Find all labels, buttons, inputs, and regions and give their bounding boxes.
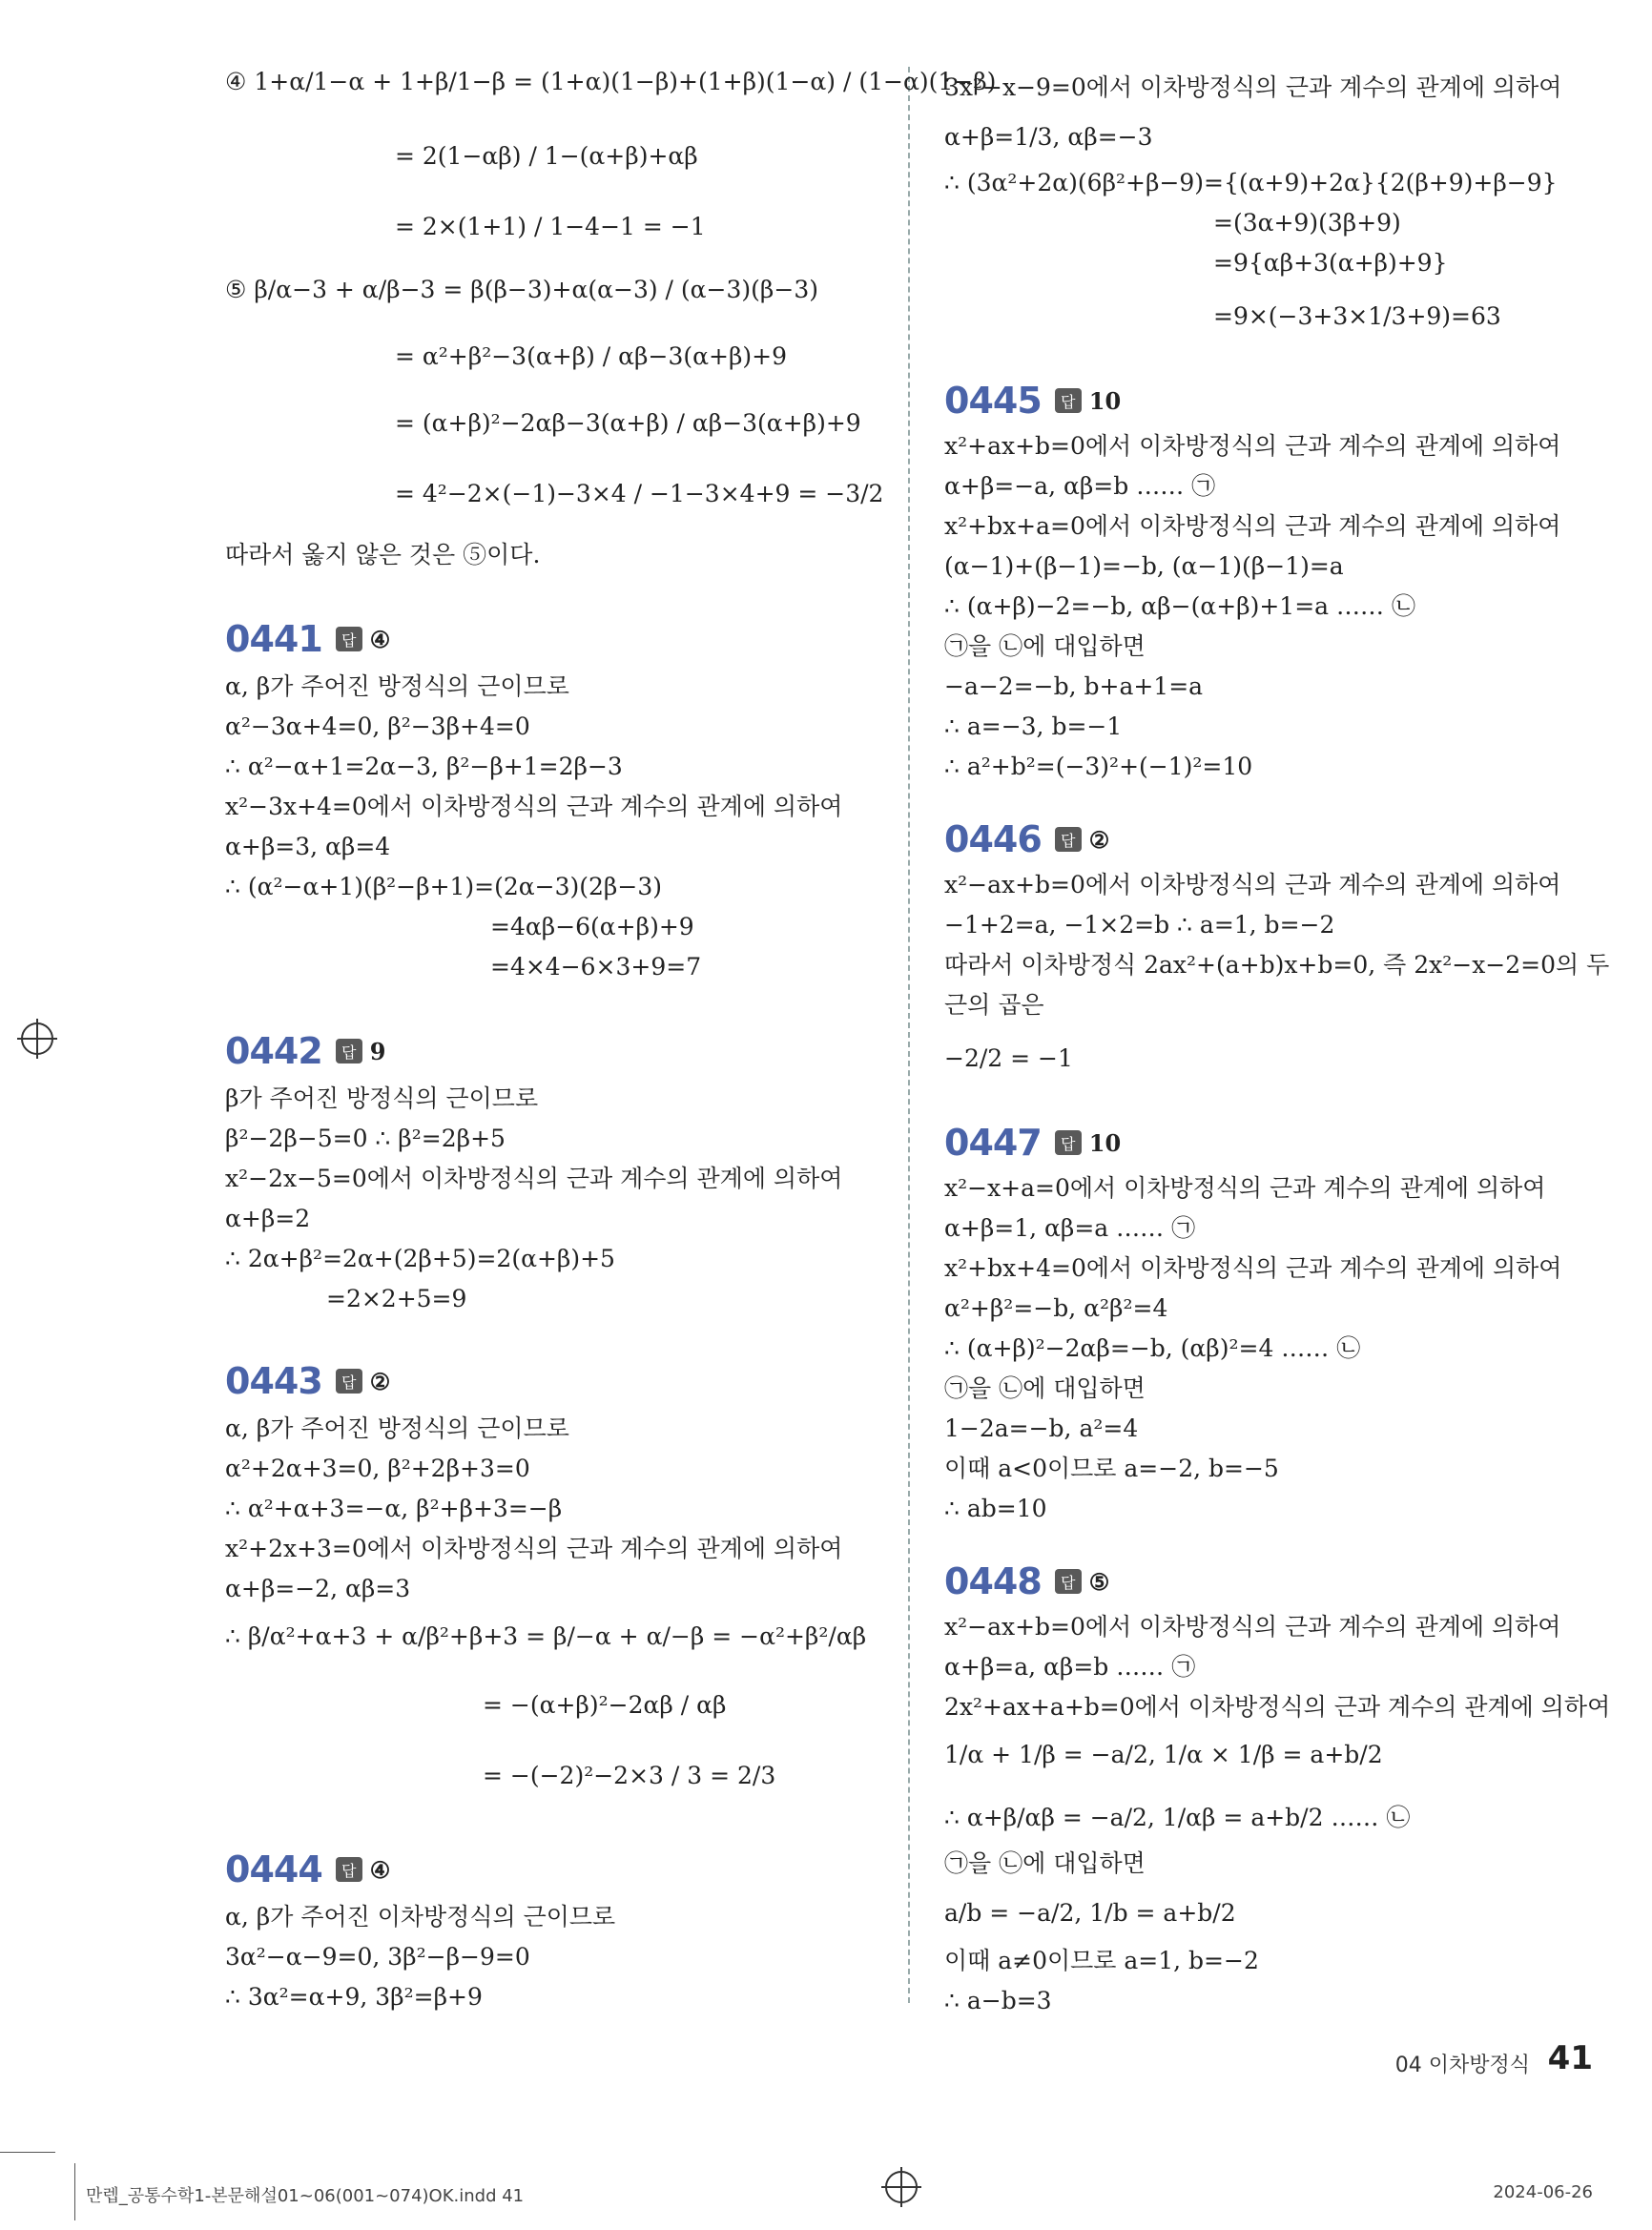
answer-value: 9 (369, 1037, 386, 1065)
answer-value: 10 (1088, 386, 1122, 415)
solution-line: α+β=−a, αβ=b …… ㉠ (944, 472, 1216, 500)
solution-line: α+β=a, αβ=b …… ㉠ (944, 1653, 1196, 1681)
solution-line: ㉠을 ㉡에 대입하면 (944, 1849, 1146, 1877)
solution-line: α, β가 주어진 이차방정식의 근이므로 (225, 1903, 616, 1931)
solution-line: x²+ax+b=0에서 이차방정식의 근과 계수의 관계에 의하여 (944, 432, 1561, 460)
answer-tag-icon: 답 (1055, 1569, 1082, 1594)
solution-line: ⑤ β/α−3 + α/β−3 = β(β−3)+α(α−3) / (α−3)(β−3) (225, 276, 818, 303)
solution-line: α²−3α+4=0, β²−3β+4=0 (225, 712, 530, 740)
footer-page-number: 41 (1547, 2039, 1593, 2077)
solution-line: x²+bx+4=0에서 이차방정식의 근과 계수의 관계에 의하여 (944, 1254, 1562, 1282)
solution-line: x²−3x+4=0에서 이차방정식의 근과 계수의 관계에 의하여 (225, 793, 843, 820)
solution-line: = −(−2)²−2×3 / 3 = 2/3 (483, 1762, 776, 1789)
problem-header (225, 618, 390, 660)
solution-line: ∴ (3α²+2α)(6β²+β−9)={(α+9)+2α}{2(β+9)+β−9} (944, 169, 1558, 196)
problem-number: 0444 (225, 1848, 322, 1890)
answer-value: ④ (369, 625, 391, 653)
solution-line: ∴ a−b=3 (944, 1987, 1052, 2014)
problem-number: 0446 (944, 818, 1042, 860)
solution-line: = 2(1−αβ) / 1−(α+β)+αβ (395, 142, 698, 170)
answer-tag-icon: 답 (1055, 388, 1082, 413)
solution-line: =9×(−3+3×1/3+9)=63 (1213, 302, 1501, 330)
problem-header (225, 1360, 390, 1402)
solution-line: α+β=2 (225, 1205, 311, 1232)
column-divider (908, 67, 910, 2003)
solution-line: −2/2 = −1 (944, 1044, 1073, 1072)
solution-line: ∴ β/α²+α+3 + α/β²+β+3 = β/−α + α/−β = −α²+β²/αβ (225, 1622, 867, 1650)
solution-line: = 2×(1+1) / 1−4−1 = −1 (395, 213, 706, 240)
solution-line: α²+β²=−b, α²β²=4 (944, 1294, 1168, 1322)
solution-line: 3x²−x−9=0에서 이차방정식의 근과 계수의 관계에 의하여 (944, 73, 1562, 101)
solution-line: ∴ a=−3, b=−1 (944, 712, 1123, 740)
problem-number: 0443 (225, 1360, 322, 1402)
solution-line: −a−2=−b, b+a+1=a (944, 672, 1204, 700)
solution-line: 이때 a≠0이므로 a=1, b=−2 (944, 1947, 1259, 1974)
answer-tag-icon: 답 (336, 627, 362, 651)
solution-line: ∴ 2α+β²=2α+(2β+5)=2(α+β)+5 (225, 1245, 615, 1272)
solution-line: α+β=1/3, αβ=−3 (944, 123, 1153, 151)
solution-line: x²−ax+b=0에서 이차방정식의 근과 계수의 관계에 의하여 (944, 871, 1561, 898)
problem-header (225, 1848, 390, 1890)
problem-number: 0441 (225, 618, 322, 660)
solution-line: ∴ 3α²=α+9, 3β²=β+9 (225, 1983, 483, 2011)
crop-mark (0, 2152, 55, 2153)
problem-number: 0445 (944, 380, 1042, 422)
solution-line: =9{αβ+3(α+β)+9} (1213, 249, 1448, 277)
problem-header (225, 1030, 385, 1072)
registration-mark-icon (21, 1022, 53, 1055)
solution-line: α+β=3, αβ=4 (225, 833, 391, 860)
solution-line: =2×2+5=9 (326, 1285, 467, 1312)
solution-line: = −(α+β)²−2αβ / αβ (483, 1691, 727, 1719)
solution-line: ∴ (α+β)²−2αβ=−b, (αβ)²=4 …… ㉡ (944, 1334, 1361, 1362)
problem-header (944, 380, 1121, 422)
answer-value: ④ (369, 1855, 391, 1884)
solution-line: 이때 a<0이므로 a=−2, b=−5 (944, 1455, 1279, 1482)
solution-line: α²+2α+3=0, β²+2β+3=0 (225, 1455, 530, 1482)
slug-filename: 만렙_공통수학1-본문해설01~06(001~074)OK.indd 41 (86, 2186, 525, 2206)
solution-line: = 4²−2×(−1)−3×4 / −1−3×4+9 = −3/2 (395, 480, 884, 507)
solution-line: 따라서 이차방정식 2ax²+(a+b)x+b=0, 즉 2x²−x−2=0의 두 (944, 951, 1610, 979)
solution-line: 2x²+ax+a+b=0에서 이차방정식의 근과 계수의 관계에 의하여 (944, 1693, 1611, 1721)
answer-tag-icon: 답 (336, 1039, 362, 1063)
problem-number: 0447 (944, 1122, 1042, 1164)
registration-mark-icon (885, 2171, 918, 2203)
solution-line: ④ 1+α/1−α + 1+β/1−β = (1+α)(1−β)+(1+β)(1−α) / (1−α)(1−β) (225, 68, 997, 95)
solution-line: x²+2x+3=0에서 이차방정식의 근과 계수의 관계에 의하여 (225, 1535, 843, 1562)
solution-line: (α−1)+(β−1)=−b, (α−1)(β−1)=a (944, 552, 1344, 580)
problem-header (944, 1122, 1121, 1164)
solution-line: a/b = −a/2, 1/b = a+b/2 (944, 1899, 1236, 1927)
solution-line: ∴ a²+b²=(−3)²+(−1)²=10 (944, 753, 1253, 780)
answer-tag-icon: 답 (1055, 827, 1082, 852)
solution-line: ∴ ab=10 (944, 1495, 1047, 1522)
problem-header (944, 1560, 1109, 1602)
solution-line: ㉠을 ㉡에 대입하면 (944, 632, 1146, 660)
answer-value: ② (1088, 825, 1110, 854)
solution-line: x²−2x−5=0에서 이차방정식의 근과 계수의 관계에 의하여 (225, 1165, 843, 1192)
solution-line: α, β가 주어진 방정식의 근이므로 (225, 1414, 569, 1442)
solution-line: β²−2β−5=0 ∴ β²=2β+5 (225, 1125, 506, 1152)
answer-value: ② (369, 1367, 391, 1395)
solution-line: ㉠을 ㉡에 대입하면 (944, 1374, 1146, 1402)
solution-line: x²−ax+b=0에서 이차방정식의 근과 계수의 관계에 의하여 (944, 1613, 1561, 1641)
problem-number: 0448 (944, 1560, 1042, 1602)
solution-line: ∴ α²+α+3=−α, β²+β+3=−β (225, 1495, 563, 1522)
solution-line: ∴ α+β/αβ = −a/2, 1/αβ = a+b/2 …… ㉡ (944, 1804, 1411, 1831)
solution-line: ∴ (α²−α+1)(β²−β+1)=(2α−3)(2β−3) (225, 873, 662, 900)
solution-line: 3α²−α−9=0, 3β²−β−9=0 (225, 1943, 530, 1971)
answer-tag-icon: 답 (1055, 1130, 1082, 1155)
answer-value: ⑤ (1088, 1567, 1110, 1596)
solution-line: 근의 곱은 (944, 991, 1044, 1019)
solution-line: ∴ α²−α+1=2α−3, β²−β+1=2β−3 (225, 753, 623, 780)
footer-section-label: 04 이차방정식 (1394, 2054, 1530, 2077)
answer-value: 10 (1088, 1128, 1122, 1157)
solution-line: =(3α+9)(3β+9) (1213, 209, 1401, 237)
solution-line: 1/α + 1/β = −a/2, 1/α × 1/β = a+b/2 (944, 1741, 1383, 1768)
crop-mark (74, 2163, 75, 2220)
solution-line: β가 주어진 방정식의 근이므로 (225, 1084, 539, 1112)
solution-line: =4×4−6×3+9=7 (490, 953, 702, 981)
solution-line: x²−x+a=0에서 이차방정식의 근과 계수의 관계에 의하여 (944, 1174, 1546, 1202)
problem-header (944, 818, 1109, 860)
solution-line: ∴ (α+β)−2=−b, αβ−(α+β)+1=a …… ㉡ (944, 592, 1415, 620)
solution-line: = α²+β²−3(α+β) / αβ−3(α+β)+9 (395, 342, 788, 370)
solution-line: α+β=−2, αβ=3 (225, 1575, 411, 1602)
problem-number: 0442 (225, 1030, 322, 1072)
solution-line: x²+bx+a=0에서 이차방정식의 근과 계수의 관계에 의하여 (944, 512, 1561, 540)
solution-line: α+β=1, αβ=a …… ㉠ (944, 1214, 1196, 1242)
answer-tag-icon: 답 (336, 1369, 362, 1394)
solution-line: −1+2=a, −1×2=b ∴ a=1, b=−2 (944, 911, 1335, 939)
solution-line: 따라서 옳지 않은 것은 ⑤이다. (225, 541, 541, 568)
solution-line: = (α+β)²−2αβ−3(α+β) / αβ−3(α+β)+9 (395, 409, 861, 437)
solution-line: 1−2a=−b, a²=4 (944, 1414, 1139, 1442)
answer-tag-icon: 답 (336, 1857, 362, 1882)
solution-line: α, β가 주어진 방정식의 근이므로 (225, 672, 569, 700)
solution-line: =4αβ−6(α+β)+9 (490, 913, 694, 940)
slug-date: 2024-06-26 (1493, 2182, 1593, 2202)
